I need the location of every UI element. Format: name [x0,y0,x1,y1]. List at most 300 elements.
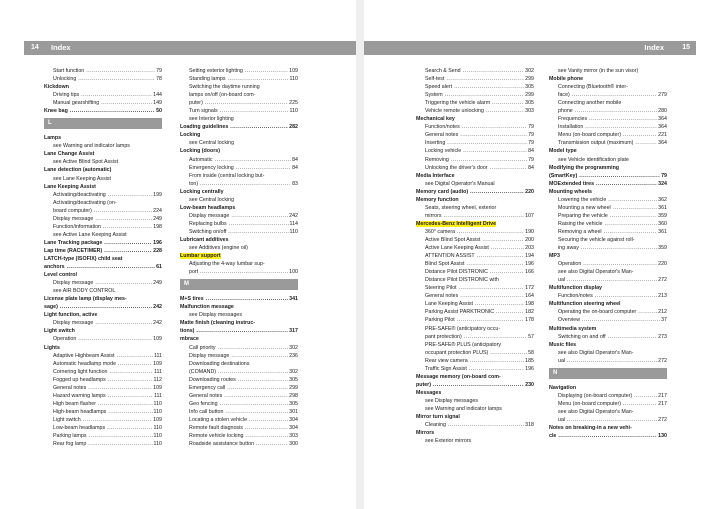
entry-page-number: 109 [153,360,162,367]
entry-page-number: 109 [153,336,162,343]
entry-text: see also Digital Operator's Man- [558,349,634,356]
index-subentry [180,408,298,416]
entry-page-number: 212 [658,309,667,316]
index-keyword [44,344,162,352]
entry-page-number: 84 [292,164,298,171]
entry-text: Hazard warning lamps ..... [53,393,162,399]
index-keyword [549,300,667,308]
entry-text: cle ..... [549,433,667,439]
index-keyword [180,295,298,303]
index-keyword [44,263,162,271]
index-section-letter: M [180,279,298,290]
entry-page-number: 359 [658,245,667,252]
entry-text: Lap time (RACETIMER) ..... [44,248,162,254]
right-page [364,0,720,509]
index-subentry [416,316,534,324]
index-subentry [416,244,534,252]
index-subentry [549,228,667,236]
entry-page-number: 303 [525,108,534,115]
index-subentry [549,115,667,123]
index-subentry [416,147,534,155]
entry-page-number: 37 [661,317,667,324]
index-subentry [44,408,162,416]
index-keyword [44,271,162,279]
entry-page-number: 324 [658,180,667,187]
index-subentry [180,392,298,400]
index-subentry [180,75,298,83]
index-keyword [180,131,298,139]
entry-page-number: 305 [289,376,298,383]
index-subentry [416,308,534,316]
index-keyword [416,220,534,228]
index-subentry [416,349,534,357]
entry-text: Parking lamps ..... [53,433,162,439]
index-column-3 [416,67,534,445]
entry-text: ing away ..... [558,245,667,251]
entry-text: Modifying the programming [549,164,620,171]
entry-text: Malfunction message [180,304,234,311]
index-keyword [416,373,534,381]
index-subentry [416,91,534,99]
entry-text: Mercedes-Benz Intelligent Drive [416,220,497,227]
entry-text: Emergency locking ..... [189,165,298,171]
index-subentry [416,75,534,83]
entry-page-number: 213 [658,293,667,300]
index-subentry [44,384,162,392]
entry-page-number: 79 [661,172,667,179]
entry-text: 360° camera ..... [425,229,534,235]
entry-text: Roadside assistance button ..... [189,441,298,447]
entry-text: Matte finish (cleaning instruc- [180,320,256,327]
entry-text: see also Digital Operator's Man- [558,269,634,276]
entry-text: Connecting (Bluetooth® inter- [558,84,628,91]
index-subentry [44,440,162,448]
entry-page-number: 249 [153,215,162,222]
entry-text: Parking Assist PARKTRONIC ..... [425,309,534,315]
entry-text: Turn signals ..... [189,108,298,114]
entry-text: Cornering light function ..... [53,369,162,375]
entry-page-number: 79 [528,140,534,147]
entry-text: Driving tips ..... [53,92,162,98]
index-keyword [180,303,298,311]
entry-text: Steering Pilot ..... [425,285,534,291]
index-column-2 [180,67,298,448]
entry-text: phone ..... [558,108,667,114]
entry-page-number: 304 [289,424,298,431]
entry-page-number: 359 [658,212,667,219]
index-subentry [44,319,162,327]
index-subentry [180,424,298,432]
index-keyword [549,432,667,440]
index-subentry [180,91,298,99]
index-subentry [549,83,667,91]
entry-text: General notes ..... [189,393,298,399]
entry-text: Display message ..... [53,280,162,286]
entry-text: see Warning and indicator lamps [425,405,502,412]
index-subentry [44,400,162,408]
page-header [24,41,356,55]
index-subentry [416,99,534,107]
index-subentry [44,416,162,424]
entry-text: Multifunction steering wheel [549,301,621,308]
entry-text: see Lane Keeping Assist [53,175,112,182]
entry-page-number: 242 [153,320,162,327]
entry-text: Locking centrally [180,188,224,195]
index-subentry [180,368,298,376]
index-subentry [549,220,667,228]
entry-page-number: 185 [525,357,534,364]
index-subentry [416,252,534,260]
entry-text: Function/notes ..... [425,124,534,130]
index-subentry [180,260,298,268]
index-subentry [549,212,667,220]
index-subentry [416,228,534,236]
entry-page-number: 317 [289,328,298,335]
entry-text: mirrors ..... [425,213,534,219]
entry-text: LATCH-type (ISOFIX) child seat [44,255,123,262]
entry-page-number: 217 [658,392,667,399]
index-subentry [180,212,298,220]
entry-text: Lane detection (automatic) [44,167,112,174]
index-subentry [549,333,667,341]
entry-text: Display message ..... [189,353,298,359]
entry-page-number: 79 [528,124,534,131]
index-subentry [180,352,298,360]
entry-page-number: 220 [525,188,534,195]
index-keyword [44,303,162,311]
entry-text: Manual gearshifting ..... [53,100,162,106]
index-subentry [180,228,298,236]
entry-text: General notes ..... [53,385,162,391]
entry-page-number: 190 [525,228,534,235]
entry-text: Distance Pilot DISTRONIC ..... [425,269,534,275]
entry-page-number: 236 [289,352,298,359]
book-gutter [356,0,364,509]
index-keyword [180,204,298,212]
entry-text: (COMAND) ..... [189,369,298,375]
entry-page-number: 194 [525,253,534,260]
entry-text: see Display messages [425,397,478,404]
index-subentry [416,204,534,212]
index-subentry [416,268,534,276]
entry-text: Messages [416,389,442,396]
index-subentry [180,244,298,252]
entry-text: see Additives (engine oil) [189,245,248,252]
entry-page-number: 112 [153,376,162,383]
entry-text: Activating/deactivating ..... [53,192,162,198]
entry-text: General notes ..... [425,132,534,138]
entry-page-number: 364 [658,116,667,123]
entry-text: Locking [180,132,201,139]
index-subentry [549,408,667,416]
entry-text: see AIR BODY CONTROL [53,288,116,295]
index-subentry [549,276,667,284]
entry-page-number: 110 [289,228,298,235]
entry-text: Info call button ..... [189,409,298,415]
entry-page-number: 304 [289,416,298,423]
entry-text: High beam flasher ..... [53,401,162,407]
index-keyword [44,311,162,319]
index-subentry [44,207,162,215]
index-subentry [416,212,534,220]
entry-text: Switching on and off ..... [558,334,667,340]
entry-page-number: 249 [153,280,162,287]
entry-text: Automatic headlamp mode ..... [53,361,162,367]
index-subentry [44,215,162,223]
index-subentry [180,180,298,188]
index-subentry [44,191,162,199]
entry-text: Setting exterior lighting ..... [189,68,298,74]
index-subentry [416,300,534,308]
index-subentry [44,175,162,183]
index-column-4 [549,67,667,440]
entry-text: Blind Spot Assist ..... [425,261,534,267]
index-subentry [416,139,534,147]
index-subentry [416,131,534,139]
entry-text: see Digital Operator's Manual [425,180,495,187]
entry-text: Menu (on-board computer) ..... [558,132,667,138]
entry-text: Rear view camera ..... [425,358,534,364]
entry-text: Unlocking the driver's door ..... [425,165,534,171]
index-subentry [180,311,298,319]
entry-text: Call priority ..... [189,345,298,351]
index-keyword [416,389,534,397]
entry-page-number: 79 [528,156,534,163]
index-keyword [180,123,298,131]
entry-text: Model type [549,148,577,155]
entry-text: Activating/deactivating (on- [53,199,117,206]
entry-text: anchors ..... [44,264,162,270]
entry-text: see Interior lighting [189,116,234,123]
index-keyword [44,183,162,191]
entry-page-number: 302 [525,68,534,74]
index-subentry [180,268,298,276]
entry-text: Lamps [44,135,62,142]
entry-text: Search & Send ..... [425,68,534,74]
entry-text: Replacing bulbs ..... [189,221,298,227]
entry-page-number: 196 [525,261,534,268]
index-subentry [416,156,534,164]
entry-text: Cleaning ..... [425,422,534,428]
index-subentry [416,236,534,244]
entry-page-number: 279 [658,92,667,99]
index-subentry [180,384,298,392]
index-subentry [549,268,667,276]
entry-page-number: 110 [289,108,298,115]
index-subentry [549,139,667,147]
entry-text: Display message ..... [53,320,162,326]
entry-text: see Display messages [189,312,242,319]
entry-text: Geo fencing ..... [189,401,298,407]
index-subentry [44,199,162,207]
entry-text: Active Blind Spot Assist ..... [425,237,534,243]
entry-text: Remote vehicle locking ..... [189,433,298,439]
entry-text: Removing ..... [425,157,534,163]
entry-page-number: 302 [289,368,298,375]
entry-text: tions) ..... [180,328,298,334]
index-subentry [416,341,534,349]
entry-page-number: 282 [289,124,298,131]
entry-text: Traffic Sign Assist ..... [425,366,534,372]
index-keyword [44,134,162,142]
entry-text: see Central locking [189,196,235,203]
entry-text: Triggering the vehicle alarm ..... [425,100,534,106]
entry-text: Locating a stolen vehicle ..... [189,417,298,423]
entry-page-number: 230 [525,381,534,388]
index-subentry [416,260,534,268]
entry-page-number: 360 [658,220,667,227]
entry-page-number: 149 [153,100,162,107]
entry-page-number: 196 [153,239,162,246]
index-keyword [549,164,667,172]
entry-text: System ..... [425,92,534,98]
entry-page-number: 301 [289,408,298,415]
entry-page-number: 318 [525,422,534,429]
index-subentry [44,75,162,83]
entry-text: MP3 [549,253,560,260]
entry-page-number: 272 [658,416,667,423]
index-keyword [44,295,162,303]
entry-page-number: 61 [156,264,162,271]
index-subentry [416,437,534,445]
entry-text: Level control [44,272,77,279]
entry-text: see Central locking [189,140,235,147]
entry-page-number: 203 [525,245,534,252]
entry-text: Menu (on-board computer) ..... [558,401,667,407]
index-keyword [180,147,298,155]
index-keyword [416,196,534,204]
entry-text: Loading guidelines ..... [180,124,298,130]
entry-text: see Active Blind Spot Assist [53,159,119,166]
index-keyword [416,172,534,180]
index-subentry [44,392,162,400]
index-subentry [180,67,298,75]
entry-text: Light switch ..... [53,417,162,423]
index-keyword [44,83,162,91]
entry-text: Standing lamps ..... [189,76,298,82]
index-keyword [549,252,667,260]
entry-text: Parking Pilot ..... [425,317,534,323]
entry-page-number: 172 [525,285,534,292]
index-subentry [44,99,162,107]
index-subentry [180,99,298,107]
entry-text: Light switch [44,328,75,335]
entry-page-number: 110 [153,408,162,415]
entry-text: License plate lamp (display mes- [44,296,127,303]
index-keyword [44,255,162,263]
entry-text: Active Lane Keeping Assist ..... [425,245,534,251]
entry-text: Securing the vehicle against roll- [558,236,635,243]
index-subentry [44,352,162,360]
entry-text: occupant protection PLUS) ..... [425,350,534,356]
index-subentry [416,397,534,405]
entry-text: PRE-SAFE® PLUS (anticipatory [425,341,502,348]
entry-text: pant protection) ..... [425,334,534,340]
index-subentry [44,158,162,166]
entry-text: Lights [44,344,60,351]
entry-text: Multimedia system [549,325,597,332]
entry-text: PRE-SAFE® (anticipatory occu- [425,325,501,332]
index-keyword [44,150,162,158]
index-keyword [549,147,667,155]
index-subentry [549,67,667,75]
index-subentry [44,360,162,368]
index-subentry [416,276,534,284]
entry-page-number: 299 [525,76,534,83]
entry-text: Function/notes ..... [558,293,667,299]
entry-text: Seats, steering wheel, exterior [425,204,497,211]
index-subentry [549,308,667,316]
index-subentry [180,172,298,180]
index-subentry [416,123,534,131]
index-keyword [44,107,162,115]
index-subentry [44,424,162,432]
index-keyword [549,180,667,188]
entry-page-number: 50 [156,108,162,115]
entry-page-number: 110 [289,76,298,83]
entry-page-number: 272 [658,357,667,364]
entry-page-number: 164 [525,293,534,300]
index-subentry [416,292,534,300]
entry-text: ton) ..... [189,181,298,187]
entry-text: Remote fault diagnosis ..... [189,425,298,431]
index-subentry [549,156,667,164]
index-subentry [180,400,298,408]
index-keyword [416,381,534,389]
entry-text: Memory function [416,196,459,203]
entry-text: Mounting a new wheel ..... [558,205,667,211]
entry-text: Start function ..... [53,68,162,74]
index-subentry [44,231,162,239]
entry-page-number: 84 [292,156,298,163]
entry-text: Lane Keeping Assist [44,183,96,190]
entry-text: Overview ..... [558,317,667,323]
entry-page-number: 58 [528,349,534,356]
index-keyword [549,325,667,333]
index-subentry [549,260,667,268]
entry-page-number: 110 [153,424,162,431]
index-subentry [549,357,667,365]
entry-text: sage) ..... [44,304,162,310]
entry-text: Rear fog lamp ..... [53,441,162,447]
index-subentry [180,164,298,172]
entry-text: General notes ..... [425,293,534,299]
index-keyword [44,247,162,255]
entry-page-number: 242 [289,212,298,219]
entry-page-number: 144 [153,92,162,99]
entry-text: Mirrors [416,430,435,437]
entry-text: Removing a wheel ..... [558,229,667,235]
index-subentry [416,67,534,75]
entry-page-number: 303 [289,433,298,440]
entry-text: Emergency call ..... [189,385,298,391]
index-subentry [180,376,298,384]
entry-text: Frequencies ..... [558,116,667,122]
index-subentry [549,292,667,300]
entry-page-number: 280 [658,108,667,115]
entry-text: Low-beam headlamps [180,204,236,211]
index-keyword [549,384,667,392]
entry-page-number: 166 [525,269,534,276]
entry-text: Lowering the vehicle ..... [558,197,667,203]
index-keyword [44,166,162,174]
entry-text: port ..... [189,269,298,275]
entry-text: Display message ..... [189,213,298,219]
entry-page-number: 220 [658,261,667,268]
entry-text: Lumbar support [180,253,221,260]
entry-text: Knee bag ..... [44,108,162,114]
index-keyword [549,75,667,83]
